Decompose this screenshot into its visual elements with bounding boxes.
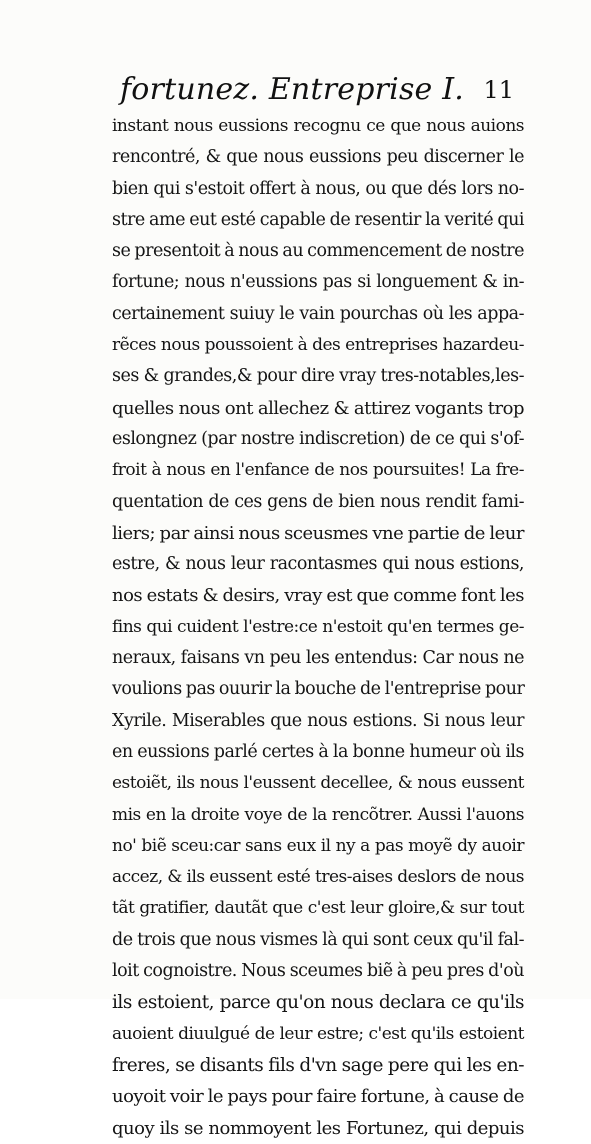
text-line: auoient diuulgué de leur estre; c'est qu'ils estoient — [112, 1023, 524, 1044]
text-line: froit à nous en l'enfance de nos poursuites! La fre- — [112, 460, 524, 481]
text-line: ils estoient, parce qu'on nous declara ce qu'ils — [112, 992, 524, 1014]
text-line: de trois que nous vismes là qui sont ceux qu'il fal- — [112, 929, 524, 950]
text-line: rencontré, & que nous eussions peu discerner le — [112, 147, 524, 168]
running-head — [120, 72, 520, 112]
text-line: neraux, faisans vn peu les entendus: Car nous ne — [112, 648, 524, 669]
text-line: bien qui s'estoit offert à nous, ou que dés lors no- — [112, 178, 524, 199]
text-line: quoy ils se nommoyent les Fortunez, qui depuis — [112, 1117, 524, 1139]
text-line: voulions pas ouurir la bouche de l'entreprise pour — [112, 679, 525, 700]
text-line: en eussions parlé certes à la bonne humeur où ils — [112, 741, 524, 762]
text-line: fins qui cuident l'estre:ce n'estoit qu'en termes ge- — [112, 616, 524, 637]
text-line: instant nous eussions recognu ce que nous auions — [112, 116, 524, 136]
text-line: accez, & ils eussent esté tres-aises deslors de nous — [112, 867, 524, 888]
text-line: quelles nous ont allechez & attirez vogants trop — [112, 397, 524, 419]
running-title: fortunez. Entreprise I. — [120, 72, 465, 107]
text-line: nos estats & desirs, vray est que comme font les — [112, 585, 524, 607]
page-number: 11 — [483, 76, 514, 104]
text-line: liers; par ainsi nous sceusmes vne partie de leur — [112, 522, 524, 544]
text-line: Xyrile. Miserables que nous estions. Si nous leur — [112, 710, 524, 731]
text-line: stre ame eut esté capable de resentir la verité qui — [112, 209, 524, 230]
text-line: tãt gratifier, dautãt que c'est leur gloire,& sur tout — [112, 898, 524, 919]
text-line: no' biẽ sceu:car sans eux il ny a pas moyẽ dy auoir — [112, 835, 524, 856]
text-line: estre, & nous leur racontasmes qui nous estions, — [112, 554, 524, 575]
text-line: eslongnez (par nostre indiscretion) de ce qui s'of- — [112, 428, 524, 449]
text-line: rẽces nous poussoient à des entreprises hazardeu- — [112, 335, 524, 356]
text-line: se presentoit à nous au commencement de nostre — [112, 241, 524, 262]
text-line: mis en la droite voye de la rencõtrer. Aussi l'auons — [112, 804, 524, 825]
text-line: freres, se disants fils d'vn sage pere qui les en- — [112, 1054, 524, 1076]
text-line: estoiẽt, ils nous l'eussent decellee, & nous eussent — [112, 773, 524, 794]
text-line: uoyoit voir le pays pour faire fortune, à cause de — [112, 1086, 524, 1108]
text-line: quentation de ces gens de bien nous rendit fami- — [112, 491, 524, 512]
text-line: ses & grandes,& pour dire vray tres-notables,les- — [112, 366, 524, 387]
text-line: fortune; nous n'eussions pas si longuement & in- — [112, 272, 524, 293]
text-line: certainement suiuy le vain pourchas où les appa- — [112, 303, 524, 324]
body-text — [112, 111, 524, 1144]
text-line: loit cognoistre. Nous sceumes biẽ à peu pres d'où — [112, 961, 524, 982]
